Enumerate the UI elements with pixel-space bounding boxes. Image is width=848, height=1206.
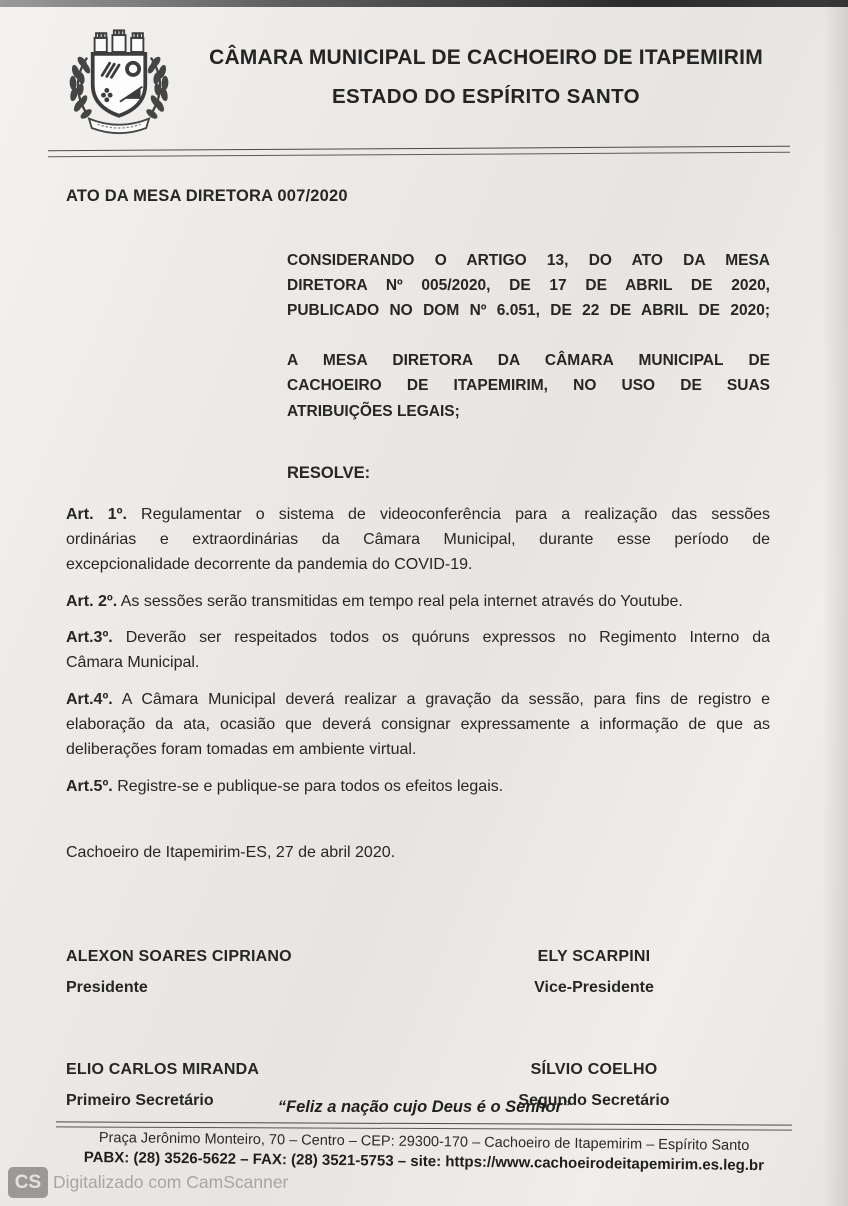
article-3 (66, 626, 770, 676)
document-body (0, 187, 848, 1110)
article-5 (66, 775, 770, 800)
article-line (66, 590, 770, 615)
article-line: ordinárias e extraordinárias da Câmara Municipal, durante esse período de (66, 530, 770, 548)
letterhead-titles (180, 26, 792, 109)
article-text: As sessões serão transmitidas em tempo real pela internet através do Youtube. (120, 592, 683, 610)
article-2 (66, 590, 770, 615)
footer-contacts: PABX: (28) 3526-5622 – FAX: (28) 3521-5753 – site: https://www.cachoeirodeitapemirim.es.leg.br (83, 1148, 765, 1175)
signature-name: SÍLVIO COELHO (530, 1061, 658, 1079)
article-label: Art. 2º. (66, 592, 118, 610)
signature-role: Presidente (66, 979, 148, 997)
preamble-considerando (287, 248, 770, 323)
signature-block (66, 948, 770, 1110)
footer-divider (56, 1121, 792, 1130)
camscanner-watermark (8, 1167, 288, 1198)
article-line (66, 775, 770, 800)
article-text: Regulamentar o sistema de videoconferência para a realização das sessões (141, 505, 771, 523)
signature-vice-presidente (418, 948, 770, 997)
preamble-mesa-diretora (287, 348, 770, 423)
article-label: Art.4º. (66, 691, 113, 709)
org-name: CÂMARA MUNICIPAL DE CACHOEIRO DE ITAPEMIRIM (209, 46, 763, 69)
dateline: Cachoeiro de Itapemirim-ES, 27 de abril 2020. (66, 844, 396, 862)
header-divider (48, 146, 790, 158)
signature-name: ELIO CARLOS MIRANDA (66, 1061, 260, 1079)
article-label: Art.3º. (66, 629, 113, 647)
signature-presidente (66, 948, 418, 997)
signature-name: ALEXON SOARES CIPRIANO (66, 948, 292, 966)
article-label: Art.5º. (66, 778, 113, 796)
signature-role: Vice-Presidente (534, 979, 654, 997)
preamble-line: A MESA DIRETORA DA CÂMARA MUNICIPAL DE (287, 352, 770, 370)
org-state: ESTADO DO ESPÍRITO SANTO (331, 85, 641, 108)
letterhead (0, 0, 848, 138)
article-text: A Câmara Municipal deverá realizar a gravação da sessão, para fins de registro e (121, 691, 771, 709)
preamble-line: ATRIBUIÇÕES LEGAIS; (287, 402, 460, 420)
footer-address: Praça Jerônimo Monteiro, 70 – Centro – CEP: 29300-170 – Cachoeiro de Itapemirim – Espírito Santo (98, 1130, 750, 1154)
motto: “Feliz a nação cujo Deus é o Senhor” (277, 1098, 571, 1116)
article-text: Deverão ser respeitados todos os quóruns expressos no Regimento Interno da (125, 629, 770, 647)
article-4 (66, 688, 770, 763)
article-line (66, 626, 770, 651)
coat-of-arms-icon (58, 26, 180, 138)
resolve-heading: RESOLVE: (287, 463, 371, 482)
document-number: ATO DA MESA DIRETORA 007/2020 (66, 187, 348, 205)
camscanner-badge-text: CS (14, 1171, 42, 1193)
signature-role: Segundo Secretário (518, 1092, 670, 1110)
article-line: Câmara Municipal. (66, 654, 200, 672)
scan-edge-strip (0, 0, 848, 7)
camscanner-icon (8, 1167, 48, 1198)
article-line (66, 503, 770, 528)
signature-name: ELY SCARPINI (537, 948, 651, 966)
article-1 (66, 503, 770, 578)
signature-role: Primeiro Secretário (66, 1092, 214, 1110)
article-line: excepcionalidade decorrente da pandemia do COVID-19. (66, 555, 473, 573)
camscanner-label: Digitalizado com CamScanner (53, 1172, 289, 1192)
article-line: deliberações foram tomadas em ambiente virtual. (66, 741, 417, 759)
preamble-line: DIRETORA Nº 005/2020, DE 17 DE ABRIL DE 2020, (287, 277, 770, 295)
article-text: Registre-se e publique-se para todos os efeitos legais. (117, 778, 504, 796)
article-label: Art. 1º. (66, 505, 127, 523)
preamble-line: CACHOEIRO DE ITAPEMIRIM, NO USO DE SUAS (287, 377, 770, 395)
article-line: elaboração da ata, ocasião que deverá consignar expressamente a informação de que as (66, 716, 770, 734)
preamble-line: PUBLICADO NO DOM Nº 6.051, DE 22 DE ABRIL DE 2020; (287, 302, 770, 320)
preamble-line: CONSIDERANDO O ARTIGO 13, DO ATO DA MESA (287, 252, 770, 269)
article-line (66, 688, 770, 713)
